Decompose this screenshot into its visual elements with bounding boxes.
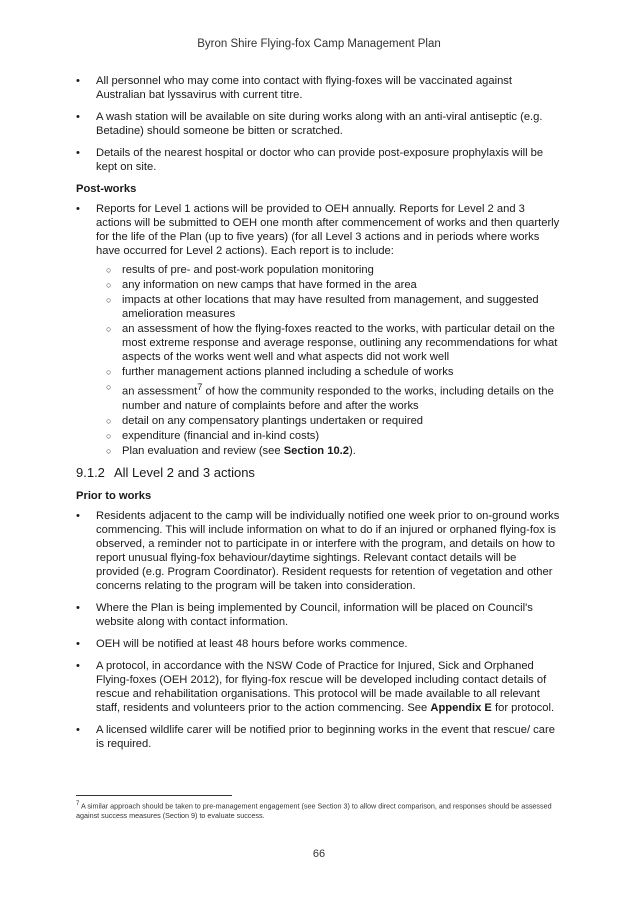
circle-bullet-icon: ○ — [106, 280, 112, 290]
circle-bullet-icon: ○ — [106, 382, 112, 392]
bullet-glyph: • — [76, 659, 80, 672]
bullet-text: Where the Plan is being implemented by Council, information will be placed on Council's website along with contact information. — [96, 601, 533, 628]
list-item: • A protocol, in accordance with the NSW Code of Practice for Injured, Sick and Orphaned Flying-foxes (OEH 2012), for flying-fox rescue will be developed including contact details of rescue and rehabilitation organisations. This protocol will be made available to all relevant staff, residents and volunteers prior to the action commencing. See Appendix E for protocol. — [76, 659, 555, 714]
bullet-glyph: • — [76, 723, 80, 736]
list-item — [76, 146, 562, 174]
bullet-glyph: • — [76, 75, 80, 87]
circle-bullet-icon: ○ — [106, 445, 112, 456]
circle-bullet-icon: ○ — [106, 324, 112, 334]
section-title: All Level 2 and 3 actions — [114, 464, 255, 480]
sublist-item: ○ results of pre- and post-work population monitoring — [106, 264, 374, 276]
section-number: 9.1.2 — [76, 464, 105, 480]
list-item — [76, 509, 562, 593]
sublist-item: ○ Plan evaluation and review (see Section 10.2). — [106, 444, 356, 457]
bullet-text: OEH will be notified at least 48 hours before works commence. — [96, 637, 408, 650]
bullet-glyph: • — [76, 509, 80, 522]
circle-bullet-icon: ○ — [106, 367, 112, 377]
prior-works-heading: Prior to works — [76, 489, 152, 502]
page-body — [76, 74, 562, 759]
bullet-glyph: • — [76, 203, 80, 215]
bullet-text: A licensed wildlife carer will be notified prior to beginning works in the event that rescue/ care is required. — [96, 723, 555, 750]
sublist-item: ○ expenditure (financial and in-kind costs) — [106, 429, 320, 442]
footnote-divider — [76, 795, 232, 796]
footnote-marker: 7 — [76, 801, 80, 807]
bullet-text: A protocol, in accordance with the NSW Code of Practice for Injured, Sick and Orphaned Flying-foxes (OEH 2012), for flying-fox rescue will be developed including contact details of rescue and rehabilitation organisations. This protocol will be made available to all relevant staff, residents and volunteers prior to the action commencing. See — [96, 659, 547, 714]
footnote — [76, 799, 562, 821]
section-heading — [76, 466, 562, 480]
bullet-glyph: • — [76, 601, 80, 614]
bullet-glyph: • — [76, 637, 80, 650]
bullet-text: All personnel who may come into contact with flying-foxes will be vaccinated against Australian bat lyssavirus with current titre. — [96, 75, 513, 101]
list-item — [76, 110, 562, 138]
list-item — [76, 601, 562, 629]
bullet-glyph: • — [76, 147, 80, 159]
section-reference: Section 10.2 — [283, 444, 349, 457]
footnote-ref: 7 — [197, 382, 203, 392]
report-contents-list — [96, 263, 562, 458]
sublist-item: ○ an assessment$^7$ of how the community responded to the works, including details on the number and nature of complaints before and after the works — [106, 382, 554, 412]
sublist-item: ○ further management actions planned including a schedule of works — [106, 366, 454, 378]
page-number: 66 — [312, 848, 326, 860]
circle-bullet-icon: ○ — [106, 295, 112, 305]
appendix-reference: Appendix E — [430, 701, 492, 714]
list-item — [76, 202, 562, 458]
sublist-item: ○ any information on new camps that have formed in the area — [106, 279, 417, 291]
running-header: Byron Shire Flying-fox Camp Management Plan — [197, 38, 441, 50]
post-works-heading: Post-works — [76, 183, 137, 195]
sublist-item: ○ impacts at other locations that may have resulted from management, and suggested amelioration measures — [106, 294, 539, 320]
footnote-text: A similar approach should be taken to pre-management engagement (see Section 3) to allow direct comparison, and responses should be assessed against success measures (Section 9) to evaluate success. — [76, 801, 552, 821]
bullet-text: A wash station will be available on site during works along with an anti-viral antiseptic (e.g. Betadine) should someone be bitten or scratched. — [96, 111, 543, 137]
bullet-text: Details of the nearest hospital or doctor who can provide post-exposure prophylaxis will be kept on site. — [96, 147, 544, 173]
circle-bullet-icon: ○ — [106, 415, 112, 426]
list-item — [76, 637, 562, 651]
bullet-text: Reports for Level 1 actions will be provided to OEH annually. Reports for Level 2 and 3 actions will be submitted to OEH one month after commencement of works and then quarterly for the life of the Plan (up to five years) (for all Level 3 actions and in periods where works have occurred for Level 2 actions). Each report is to include: — [96, 203, 560, 257]
circle-bullet-icon: ○ — [106, 430, 112, 441]
list-item — [76, 74, 562, 102]
sublist-item: ○ detail on any compensatory plantings undertaken or required — [106, 414, 424, 427]
sublist-item: ○ an assessment of how the flying-foxes reacted to the works, with particular detail on the most extreme response and average response, outlining any recommendations for what aspects of the works went well and what aspects did not work well — [106, 323, 558, 363]
list-item — [76, 723, 562, 751]
bullet-glyph: • — [76, 111, 80, 123]
circle-bullet-icon: ○ — [106, 265, 112, 275]
bullet-text: Residents adjacent to the camp will be individually notified one week prior to on-ground works commencing. This will include information on what to do if an injured or orphaned flying-fox is observed, a reminder not to participate in or interfere with the program, and details on how to report unusual flying-fox behaviour/daytime sightings. Relevant contact details will be provided (e.g. Program Coordinator). Resident requests for retention of vegetation and other concerns relating to the program will be taken into consideration. — [96, 509, 560, 592]
